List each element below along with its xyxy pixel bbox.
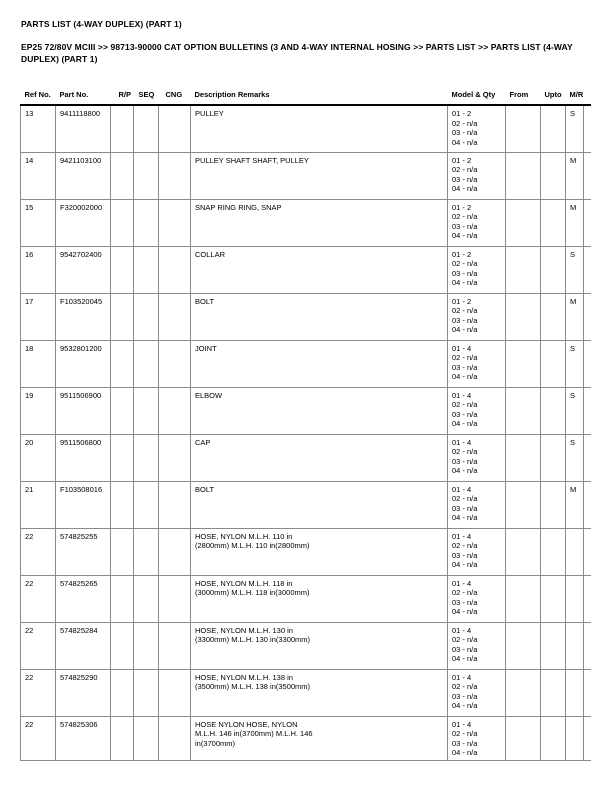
mr-cell: M	[566, 481, 584, 528]
model-qty-cell	[448, 669, 506, 716]
qty-line: 01 - 2	[452, 202, 472, 212]
qty-line: 01 - 2	[452, 109, 472, 118]
from-cell	[506, 105, 541, 152]
rp-cell	[111, 293, 134, 340]
rp-cell	[111, 528, 134, 575]
table-row	[21, 387, 591, 434]
cng-cell	[159, 716, 191, 760]
rp-cell	[111, 105, 134, 152]
table-row	[21, 528, 591, 575]
cng-cell	[159, 622, 191, 669]
cng-cell	[159, 293, 191, 340]
mr-cell: S	[566, 246, 584, 293]
part-no-cell: 9542702400	[56, 246, 111, 293]
part-no-cell: F320002000	[56, 199, 111, 246]
description-cell	[191, 669, 448, 716]
qty-line: 01 - 4	[452, 625, 472, 635]
cng-cell	[159, 152, 191, 199]
ref-no-cell: 22	[21, 528, 56, 575]
upto-cell	[541, 152, 566, 199]
mr-cell: S	[566, 340, 584, 387]
seq-cell	[134, 669, 159, 716]
spacer-cell	[584, 340, 591, 387]
col-header-seq: SEQ	[134, 84, 159, 105]
table-row	[21, 105, 591, 152]
model-qty-cell	[448, 434, 506, 481]
cng-cell	[159, 669, 191, 716]
parts-table-body	[21, 105, 591, 760]
description-cell	[191, 575, 448, 622]
rp-cell	[111, 199, 134, 246]
rp-cell	[111, 622, 134, 669]
qty-line: 03 - n/a	[452, 503, 478, 513]
qty-line: 04 - n/a	[452, 654, 478, 663]
qty-line: 03 - n/a	[452, 268, 478, 278]
ref-no-cell: 22	[21, 669, 56, 716]
model-qty-cell	[448, 152, 506, 199]
qty-line: 01 - 4	[452, 343, 472, 353]
from-cell	[506, 152, 541, 199]
model-qty-cell	[448, 481, 506, 528]
upto-cell	[541, 622, 566, 669]
rp-cell	[111, 716, 134, 760]
table-row	[21, 481, 591, 528]
cng-cell	[159, 246, 191, 293]
ref-no-cell: 19	[21, 387, 56, 434]
header-row	[21, 84, 591, 105]
qty-line: 04 - n/a	[452, 560, 478, 569]
qty-line: 03 - n/a	[452, 597, 478, 607]
qty-line: 04 - n/a	[452, 513, 478, 522]
desc-line: BOLT	[195, 296, 215, 306]
col-header-rp: R/P	[111, 84, 134, 105]
parts-table	[20, 84, 591, 761]
model-qty-cell	[448, 387, 506, 434]
qty-line: 04 - n/a	[452, 137, 478, 147]
rp-cell	[111, 669, 134, 716]
col-header-from: From	[506, 84, 541, 105]
mr-cell: S	[566, 387, 584, 434]
qty-line: 02 - n/a	[452, 494, 478, 503]
description-cell	[191, 293, 448, 340]
table-row	[21, 246, 591, 293]
col-header-spacer	[584, 84, 591, 105]
mr-cell	[566, 669, 584, 716]
qty-line: 04 - n/a	[452, 231, 478, 240]
seq-cell	[134, 105, 159, 152]
upto-cell	[541, 669, 566, 716]
qty-line: 03 - n/a	[452, 691, 478, 701]
desc-line: HOSE, NYLON M.L.H. 110 in	[195, 531, 293, 541]
model-qty-cell	[448, 105, 506, 152]
qty-line: 01 - 4	[452, 531, 472, 541]
col-header-part-no: Part No.	[56, 84, 111, 105]
desc-line: HOSE, NYLON M.L.H. 130 in	[195, 625, 293, 635]
desc-line: CAP	[195, 437, 211, 447]
ref-no-cell: 21	[21, 481, 56, 528]
description-cell	[191, 199, 448, 246]
qty-line: 02 - n/a	[452, 212, 478, 221]
mr-cell	[566, 575, 584, 622]
cng-cell	[159, 105, 191, 152]
seq-cell	[134, 481, 159, 528]
col-header-cng: CNG	[159, 84, 191, 105]
qty-line: 03 - n/a	[452, 315, 478, 325]
table-row	[21, 716, 591, 760]
from-cell	[506, 669, 541, 716]
from-cell	[506, 199, 541, 246]
table-row	[21, 575, 591, 622]
qty-line: 03 - n/a	[452, 174, 478, 184]
qty-line: 04 - n/a	[452, 701, 478, 710]
qty-line: 01 - 4	[452, 672, 472, 682]
table-row	[21, 293, 591, 340]
model-qty-cell	[448, 575, 506, 622]
part-no-cell: 9532801200	[56, 340, 111, 387]
description-cell	[191, 481, 448, 528]
qty-line: 02 - n/a	[452, 588, 478, 597]
cng-cell	[159, 481, 191, 528]
cng-cell	[159, 528, 191, 575]
desc-line: PULLEY SHAFT SHAFT, PULLEY	[195, 155, 309, 165]
model-qty-cell	[448, 622, 506, 669]
col-header-model-qty: Model & Qty	[448, 84, 506, 105]
seq-cell	[134, 246, 159, 293]
from-cell	[506, 340, 541, 387]
table-row	[21, 340, 591, 387]
desc-line: M.L.H. 146 in(3700mm) M.L.H. 146	[195, 729, 313, 738]
desc-line: in(3700mm)	[195, 738, 236, 748]
spacer-cell	[584, 105, 591, 152]
table-row	[21, 199, 591, 246]
mr-cell: S	[566, 434, 584, 481]
desc-line: SNAP RING RING, SNAP	[195, 202, 282, 212]
spacer-cell	[584, 434, 591, 481]
qty-line: 01 - 2	[452, 249, 472, 259]
rp-cell	[111, 434, 134, 481]
description-cell	[191, 246, 448, 293]
mr-cell: M	[566, 152, 584, 199]
spacer-cell	[584, 246, 591, 293]
mr-cell	[566, 528, 584, 575]
qty-line: 04 - n/a	[452, 325, 478, 334]
rp-cell	[111, 481, 134, 528]
upto-cell	[541, 293, 566, 340]
ref-no-cell: 20	[21, 434, 56, 481]
seq-cell	[134, 340, 159, 387]
desc-line: (3000mm) M.L.H. 118 in(3000mm)	[195, 588, 310, 597]
page-title: PARTS LIST (4-WAY DUPLEX) (PART 1)	[21, 19, 182, 29]
seq-cell	[134, 387, 159, 434]
spacer-cell	[584, 575, 591, 622]
seq-cell	[134, 293, 159, 340]
seq-cell	[134, 152, 159, 199]
model-qty-cell	[448, 528, 506, 575]
from-cell	[506, 387, 541, 434]
desc-line: COLLAR	[195, 249, 226, 259]
desc-line: (3500mm) M.L.H. 138 in(3500mm)	[195, 682, 311, 691]
qty-line: 02 - n/a	[452, 118, 478, 128]
part-no-cell: 9511506800	[56, 434, 111, 481]
ref-no-cell: 22	[21, 716, 56, 760]
part-no-cell: 574825306	[56, 716, 111, 760]
spacer-cell	[584, 293, 591, 340]
desc-line: (3300mm) M.L.H. 130 in(3300mm)	[195, 635, 311, 644]
qty-line: 04 - n/a	[452, 748, 478, 757]
rp-cell	[111, 246, 134, 293]
parts-table-head	[21, 84, 591, 105]
qty-line: 02 - n/a	[452, 400, 478, 409]
from-cell	[506, 246, 541, 293]
seq-cell	[134, 622, 159, 669]
qty-line: 04 - n/a	[452, 419, 478, 428]
description-cell	[191, 387, 448, 434]
qty-line: 03 - n/a	[452, 362, 478, 372]
qty-line: 02 - n/a	[452, 165, 478, 174]
col-header-ref-no: Ref No.	[21, 84, 56, 105]
ref-no-cell: 17	[21, 293, 56, 340]
qty-line: 02 - n/a	[452, 729, 478, 738]
table-row	[21, 622, 591, 669]
qty-line: 02 - n/a	[452, 447, 478, 456]
qty-line: 01 - 4	[452, 484, 472, 494]
description-cell	[191, 434, 448, 481]
desc-line: ELBOW	[195, 390, 223, 400]
qty-line: 03 - n/a	[452, 456, 478, 466]
mr-cell: S	[566, 105, 584, 152]
cng-cell	[159, 575, 191, 622]
qty-line: 02 - n/a	[452, 306, 478, 315]
model-qty-cell	[448, 199, 506, 246]
seq-cell	[134, 575, 159, 622]
desc-line: PULLEY	[195, 109, 224, 118]
qty-line: 02 - n/a	[452, 541, 478, 550]
col-header-description-remarks: Description Remarks	[191, 84, 448, 105]
spacer-cell	[584, 387, 591, 434]
qty-line: 04 - n/a	[452, 607, 478, 616]
from-cell	[506, 528, 541, 575]
qty-line: 03 - n/a	[452, 221, 478, 231]
qty-line: 04 - n/a	[452, 466, 478, 475]
qty-line: 03 - n/a	[452, 128, 478, 137]
model-qty-cell	[448, 293, 506, 340]
model-qty-cell	[448, 340, 506, 387]
ref-no-cell: 15	[21, 199, 56, 246]
breadcrumb: EP25 72/80V MCIII >> 98713-90000 CAT OPTION BULLETINS (3 AND 4-WAY INTERNAL HOSING >> PARTS LIST >> PARTS LIST (4-WAY DUPLEX) (PART 1)	[21, 42, 573, 64]
qty-line: 01 - 2	[452, 296, 472, 306]
rp-cell	[111, 152, 134, 199]
qty-line: 04 - n/a	[452, 278, 478, 287]
ref-no-cell: 22	[21, 575, 56, 622]
from-cell	[506, 434, 541, 481]
desc-line: (2800mm) M.L.H. 110 in(2800mm)	[195, 541, 310, 550]
part-no-cell: 574825265	[56, 575, 111, 622]
qty-line: 01 - 4	[452, 390, 472, 400]
qty-line: 01 - 2	[452, 155, 472, 165]
rp-cell	[111, 340, 134, 387]
seq-cell	[134, 199, 159, 246]
description-cell	[191, 152, 448, 199]
table-row	[21, 434, 591, 481]
desc-line: JOINT	[195, 343, 217, 353]
qty-line: 03 - n/a	[452, 738, 478, 748]
upto-cell	[541, 481, 566, 528]
upto-cell	[541, 340, 566, 387]
ref-no-cell: 14	[21, 152, 56, 199]
part-no-cell: 574825290	[56, 669, 111, 716]
from-cell	[506, 716, 541, 760]
upto-cell	[541, 716, 566, 760]
qty-line: 03 - n/a	[452, 644, 478, 654]
part-no-cell: 9411118800	[56, 105, 111, 152]
qty-line: 03 - n/a	[452, 550, 478, 560]
ref-no-cell: 22	[21, 622, 56, 669]
model-qty-cell	[448, 246, 506, 293]
cng-cell	[159, 340, 191, 387]
qty-line: 03 - n/a	[452, 409, 478, 419]
part-no-cell: 574825284	[56, 622, 111, 669]
part-no-cell: F103520045	[56, 293, 111, 340]
part-no-cell: F103508016	[56, 481, 111, 528]
desc-line: HOSE NYLON HOSE, NYLON	[195, 719, 298, 729]
description-cell	[191, 340, 448, 387]
qty-line: 02 - n/a	[452, 353, 478, 362]
description-cell	[191, 622, 448, 669]
part-no-cell: 574825255	[56, 528, 111, 575]
spacer-cell	[584, 716, 591, 760]
upto-cell	[541, 199, 566, 246]
description-cell	[191, 105, 448, 152]
spacer-cell	[584, 199, 591, 246]
spacer-cell	[584, 669, 591, 716]
spacer-cell	[584, 622, 591, 669]
desc-line: BOLT	[195, 484, 215, 494]
upto-cell	[541, 528, 566, 575]
upto-cell	[541, 575, 566, 622]
ref-no-cell: 18	[21, 340, 56, 387]
seq-cell	[134, 434, 159, 481]
desc-line: HOSE, NYLON M.L.H. 138 in	[195, 672, 293, 682]
part-no-cell: 9511506900	[56, 387, 111, 434]
qty-line: 02 - n/a	[452, 635, 478, 644]
cng-cell	[159, 434, 191, 481]
cng-cell	[159, 199, 191, 246]
qty-line: 04 - n/a	[452, 372, 478, 381]
rp-cell	[111, 575, 134, 622]
spacer-cell	[584, 481, 591, 528]
mr-cell: M	[566, 293, 584, 340]
table-row	[21, 152, 591, 199]
table-row	[21, 669, 591, 716]
mr-cell	[566, 622, 584, 669]
col-header-upto: Upto	[541, 84, 566, 105]
model-qty-cell	[448, 716, 506, 760]
ref-no-cell: 16	[21, 246, 56, 293]
upto-cell	[541, 434, 566, 481]
mr-cell	[566, 716, 584, 760]
rp-cell	[111, 387, 134, 434]
from-cell	[506, 481, 541, 528]
qty-line: 02 - n/a	[452, 259, 478, 268]
qty-line: 01 - 4	[452, 719, 472, 729]
qty-line: 04 - n/a	[452, 184, 478, 193]
cng-cell	[159, 387, 191, 434]
description-cell	[191, 528, 448, 575]
from-cell	[506, 622, 541, 669]
from-cell	[506, 575, 541, 622]
part-no-cell: 9421103100	[56, 152, 111, 199]
col-header-mr: M/R	[566, 84, 584, 105]
seq-cell	[134, 528, 159, 575]
mr-cell: M	[566, 199, 584, 246]
spacer-cell	[584, 528, 591, 575]
desc-line: HOSE, NYLON M.L.H. 118 in	[195, 578, 293, 588]
upto-cell	[541, 246, 566, 293]
ref-no-cell: 13	[21, 105, 56, 152]
from-cell	[506, 293, 541, 340]
qty-line: 02 - n/a	[452, 682, 478, 691]
qty-line: 01 - 4	[452, 578, 472, 588]
qty-line: 01 - 4	[452, 437, 472, 447]
spacer-cell	[584, 152, 591, 199]
upto-cell	[541, 387, 566, 434]
seq-cell	[134, 716, 159, 760]
upto-cell	[541, 105, 566, 152]
description-cell	[191, 716, 448, 760]
